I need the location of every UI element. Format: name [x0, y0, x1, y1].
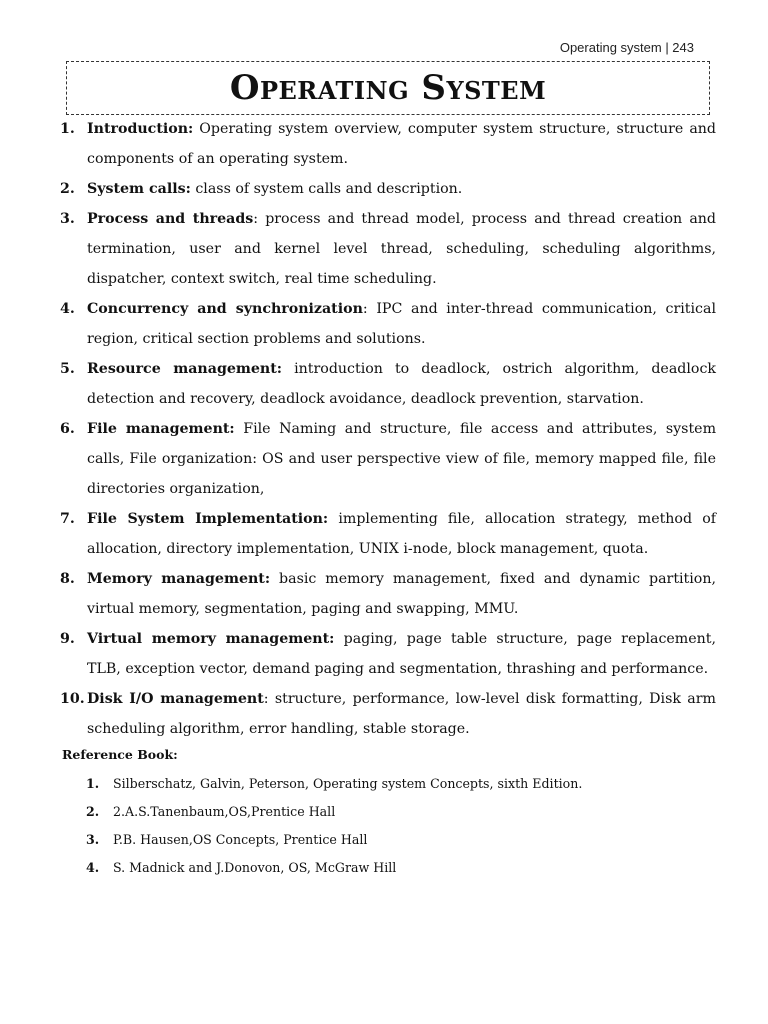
topic-separator	[235, 421, 244, 437]
topic-number: 10.	[60, 691, 85, 707]
topic-number: 5.	[60, 361, 75, 377]
topic-item	[60, 624, 716, 684]
topic-description: class of system calls and description.	[195, 181, 463, 197]
topic-separator: :	[362, 301, 377, 317]
topic-separator: :	[263, 691, 275, 707]
topic-item	[60, 354, 716, 414]
topic-description: implementing file, allocation strategy, method of allocation, directory implementation, UNIX i-node, block management, quota.	[87, 511, 716, 557]
topic-number: 7.	[60, 511, 75, 527]
topic-description: Operating system overview, computer system structure, structure and components of an operating system.	[87, 121, 716, 167]
reference-text: P.B. Hausen,OS Concepts, Prentice Hall	[113, 832, 368, 847]
topic-item	[60, 294, 716, 354]
topic-description: basic memory management, fixed and dynamic partition, virtual memory, segmentation, paging and swapping, MMU.	[87, 571, 716, 617]
topic-item	[60, 174, 716, 204]
topic-name: Concurrency and synchronization	[87, 301, 363, 317]
reference-number: 3.	[86, 832, 100, 847]
reference-item	[86, 826, 706, 854]
topic-separator	[282, 361, 294, 377]
topic-separator: :	[253, 211, 266, 227]
title-box	[66, 61, 710, 115]
reference-item	[86, 798, 706, 826]
topic-item	[60, 414, 716, 504]
topic-number: 1.	[60, 121, 75, 137]
reference-number: 1.	[86, 776, 100, 791]
topic-item	[60, 204, 716, 294]
reference-text: S. Madnick and J.Donovon, OS, McGraw Hill	[113, 860, 397, 875]
reference-text: 2.A.S.Tanenbaum,OS,Prentice Hall	[113, 804, 336, 819]
topic-item	[60, 504, 716, 564]
topic-name: Memory management:	[87, 571, 271, 587]
topic-number: 8.	[60, 571, 75, 587]
topic-name: Process and threads	[87, 211, 254, 227]
reference-number: 4.	[86, 860, 100, 875]
topic-description: File Naming and structure, file access and attributes, system calls, File organization: OS and user perspective view of file, memory mapped file, file directories organization,	[87, 421, 717, 497]
topic-name: File System Implementation:	[87, 511, 329, 527]
topic-separator	[270, 571, 279, 587]
topic-item	[60, 684, 716, 744]
reference-text: Silberschatz, Galvin, Peterson, Operating system Concepts, sixth Edition.	[113, 776, 583, 791]
page-title: Operating System	[229, 68, 547, 108]
topic-separator	[328, 511, 338, 527]
topic-number: 3.	[60, 211, 75, 227]
topic-name: Introduction:	[87, 121, 194, 137]
topic-number: 2.	[60, 181, 75, 197]
reference-item	[86, 770, 706, 798]
page-header: Operating system | 243	[559, 40, 694, 55]
topic-description: paging, page table structure, page replacement, TLB, exception vector, demand paging and segmentation, thrashing and performance.	[87, 631, 716, 677]
topic-item	[60, 564, 716, 624]
topic-number: 4.	[60, 301, 75, 317]
topic-name: Virtual memory management:	[87, 631, 335, 647]
topic-name: Resource management:	[87, 361, 283, 377]
topic-list	[60, 114, 716, 744]
topic-number: 9.	[60, 631, 75, 647]
reference-number: 2.	[86, 804, 100, 819]
topic-number: 6.	[60, 421, 75, 437]
topic-description: structure, performance, low-level disk formatting, Disk arm scheduling algorithm, error handling, stable storage.	[87, 691, 716, 737]
topic-name: File management:	[87, 421, 235, 437]
topic-name: System calls:	[87, 181, 191, 197]
topic-item	[60, 114, 716, 174]
topic-description: introduction to deadlock, ostrich algorithm, deadlock detection and recovery, deadlock avoidance, deadlock prevention, starvation.	[87, 361, 716, 407]
reference-list	[86, 770, 706, 882]
topic-separator	[334, 631, 343, 647]
reference-item	[86, 854, 706, 882]
topic-description: process and thread model, process and thread creation and termination, user and kernel level thread, scheduling, scheduling algorithms, dispatcher, context switch, real time scheduling.	[87, 211, 716, 287]
topic-name: Disk I/O management	[87, 691, 264, 707]
reference-heading: Reference Book:	[62, 747, 178, 762]
topic-description: IPC and inter-thread communication, critical region, critical section problems and solutions.	[87, 301, 716, 347]
